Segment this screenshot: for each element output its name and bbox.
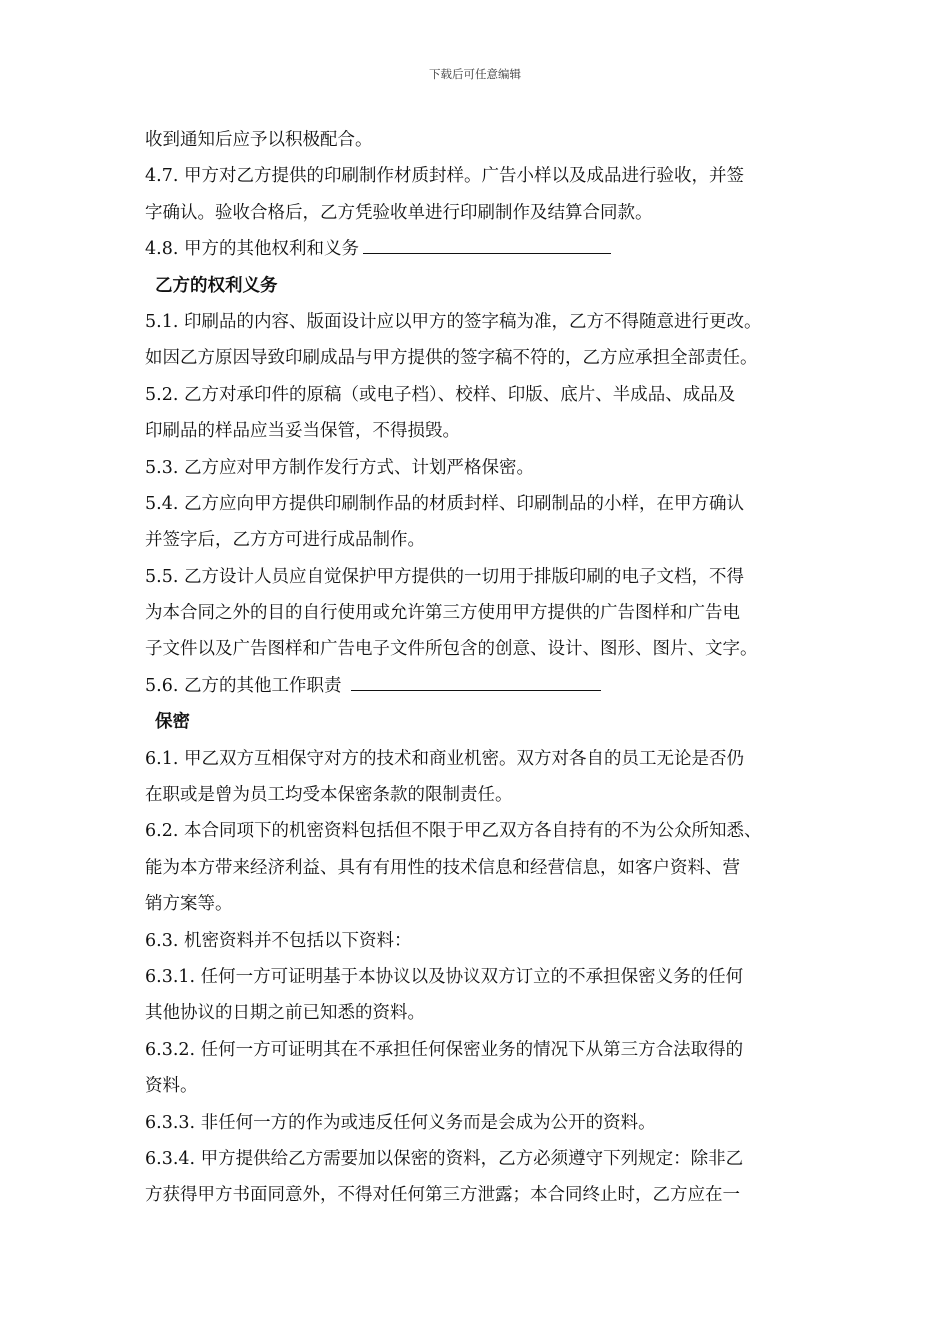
paragraph-line bbox=[145, 959, 825, 995]
line-text: 5.2. 乙方对承印件的原稿（或电子档）、校样、印版、底片、半成品、成品及 bbox=[145, 384, 736, 405]
line-text: 5.6. 乙方的其他工作职责 bbox=[145, 675, 348, 696]
paragraph-line bbox=[145, 522, 825, 558]
line-text: 字确认。验收合格后，乙方凭验收单进行印刷制作及结算合同款。 bbox=[145, 202, 653, 223]
paragraph-line bbox=[145, 377, 825, 413]
line-text: 保密 bbox=[155, 712, 190, 733]
paragraph-line bbox=[145, 923, 825, 959]
paragraph-line bbox=[145, 450, 825, 486]
line-text: 6.3.1. 任何一方可证明基于本协议以及协议双方订立的不承担保密义务的任何 bbox=[145, 966, 744, 987]
line-text: 6.3.3. 非任何一方的作为或违反任何义务而是会成为公开的资料。 bbox=[145, 1112, 656, 1133]
line-text: 在职或是曾为员工均受本保密条款的限制责任。 bbox=[145, 785, 513, 806]
paragraph-line bbox=[145, 195, 825, 231]
section-heading bbox=[145, 704, 825, 740]
line-text: 方获得甲方书面同意外，不得对任何第三方泄露；本合同终止时，乙方应在一 bbox=[145, 1185, 740, 1206]
line-text: 4.8. 甲方的其他权利和义务 bbox=[145, 239, 359, 260]
line-text: 收到通知后应予以积极配合。 bbox=[145, 130, 373, 150]
paragraph-line bbox=[145, 559, 825, 595]
line-text: 6.2. 本合同项下的机密资料包括但不限于甲乙双方各自持有的不为公众所知悉、 bbox=[145, 821, 762, 842]
paragraph-line bbox=[145, 668, 825, 704]
paragraph-line bbox=[145, 158, 825, 194]
line-text: 5.1. 印刷品的内容、版面设计应以甲方的签字稿为准，乙方不得随意进行更改。 bbox=[145, 311, 762, 332]
paragraph-line bbox=[145, 304, 825, 340]
line-text: 子文件以及广告图样和广告电子文件所包含的创意、设计、图形、图片、文字。 bbox=[145, 639, 758, 660]
paragraph-line bbox=[145, 1105, 825, 1141]
line-text: 其他协议的日期之前已知悉的资料。 bbox=[145, 1003, 425, 1024]
paragraph-line bbox=[145, 631, 825, 667]
document-body bbox=[145, 122, 825, 1214]
line-text: 6.3. 机密资料并不包括以下资料： bbox=[145, 930, 412, 951]
paragraph-line bbox=[145, 850, 825, 886]
page-header: 下载后可任意编辑 bbox=[429, 67, 521, 81]
line-text: 5.5. 乙方设计人员应自觉保护甲方提供的一切用于排版印刷的电子文档，不得 bbox=[145, 566, 744, 587]
fill-in-blank bbox=[363, 252, 611, 254]
paragraph-line bbox=[145, 231, 825, 267]
paragraph-line bbox=[145, 813, 825, 849]
line-text: 5.4. 乙方应向甲方提供印刷制作品的材质封样、印刷制品的小样，在甲方确认 bbox=[145, 493, 744, 514]
line-text: 6.3.2. 任何一方可证明其在不承担任何保密业务的情况下从第三方合法取得的 bbox=[145, 1039, 744, 1060]
paragraph-line bbox=[145, 1177, 825, 1213]
fill-in-blank bbox=[351, 689, 601, 691]
section-heading bbox=[145, 268, 825, 304]
paragraph-line bbox=[145, 486, 825, 522]
line-text: 4.7. 甲方对乙方提供的印刷制作材质封样。广告小样以及成品进行验收，并签 bbox=[145, 166, 744, 187]
line-text: 5.3. 乙方应对甲方制作发行方式、计划严格保密。 bbox=[145, 457, 534, 478]
line-text: 如因乙方原因导致印刷成品与甲方提供的签字稿不符的，乙方应承担全部责任。 bbox=[145, 348, 758, 369]
line-text: 销方案等。 bbox=[145, 894, 233, 915]
paragraph-line bbox=[145, 340, 825, 376]
line-text: 并签字后，乙方方可进行成品制作。 bbox=[145, 530, 425, 551]
line-text: 为本合同之外的目的自行使用或允许第三方使用甲方提供的广告图样和广告电 bbox=[145, 603, 740, 624]
line-text: 6.1. 甲乙双方互相保守对方的技术和商业机密。双方对各自的员工无论是否仍 bbox=[145, 748, 744, 769]
paragraph-line bbox=[145, 122, 825, 158]
line-text: 乙方的权利义务 bbox=[155, 275, 278, 296]
paragraph-line bbox=[145, 1068, 825, 1104]
paragraph-line bbox=[145, 1032, 825, 1068]
paragraph-line bbox=[145, 741, 825, 777]
line-text: 能为本方带来经济利益、具有有用性的技术信息和经营信息，如客户资料、营 bbox=[145, 857, 740, 878]
paragraph-line bbox=[145, 777, 825, 813]
paragraph-line bbox=[145, 595, 825, 631]
paragraph-line bbox=[145, 413, 825, 449]
paragraph-line bbox=[145, 886, 825, 922]
line-text: 资料。 bbox=[145, 1076, 198, 1097]
paragraph-line bbox=[145, 995, 825, 1031]
line-text: 印刷品的样品应当妥当保管，不得损毁。 bbox=[145, 421, 460, 442]
paragraph-line bbox=[145, 1141, 825, 1177]
line-text: 6.3.4. 甲方提供给乙方需要加以保密的资料，乙方必须遵守下列规定：除非乙 bbox=[145, 1148, 744, 1169]
